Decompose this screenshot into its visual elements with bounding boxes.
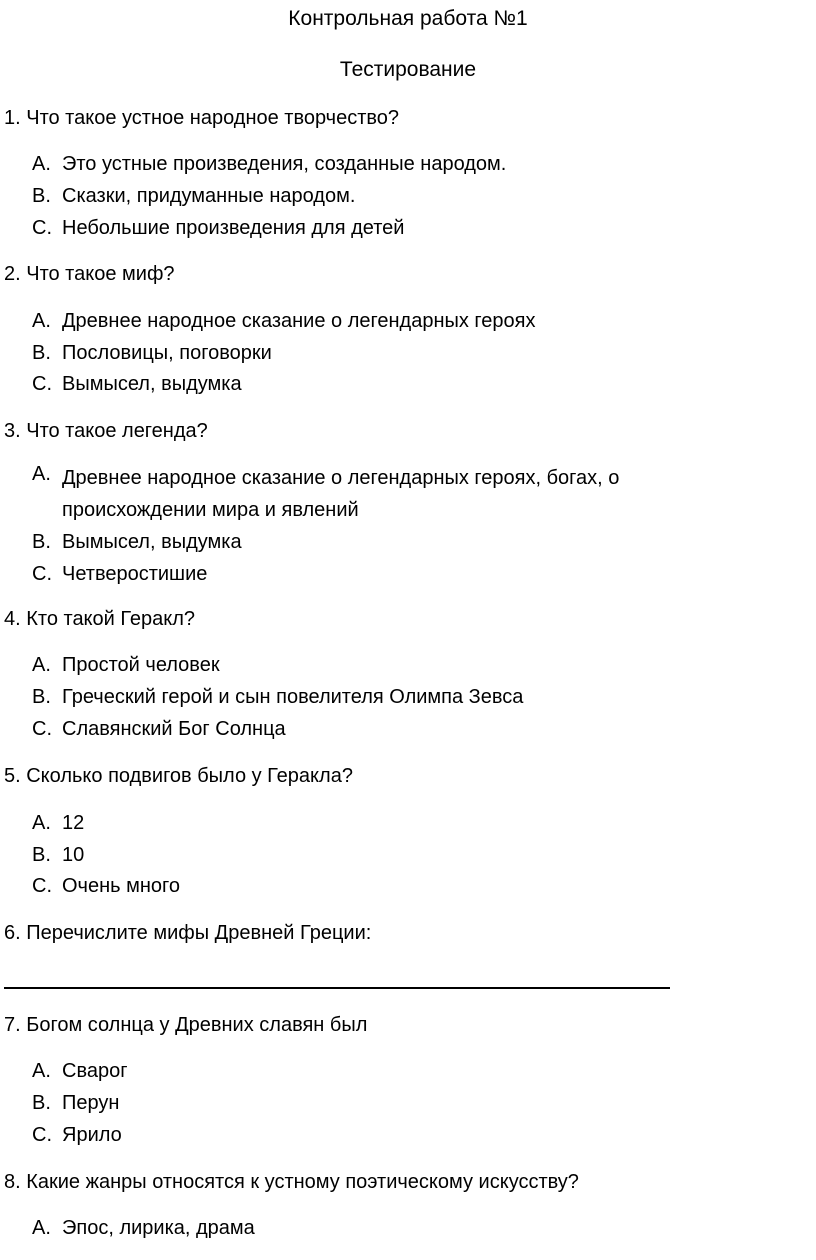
option-letter: A.	[32, 1060, 51, 1082]
option-text: Сварог	[62, 1060, 128, 1082]
option-text: Древнее народное сказание о легендарных героях	[62, 310, 536, 332]
question-8-option-a	[32, 1216, 255, 1240]
option-text: 10	[62, 844, 85, 866]
option-text: Пословицы, поговорки	[62, 342, 272, 364]
option-letter: B.	[32, 185, 51, 207]
question-2-option-c	[32, 372, 242, 396]
option-letter: B.	[32, 342, 51, 364]
option-letter: A.	[32, 153, 51, 175]
option-letter: A.	[32, 463, 51, 485]
question-3: 3. Что такое легенда?	[4, 420, 208, 442]
option-letter: B.	[32, 844, 51, 866]
question-5-option-b	[32, 843, 84, 867]
option-letter: C.	[32, 217, 52, 239]
question-4: 4. Кто такой Геракл?	[4, 608, 196, 630]
question-7: 7. Богом солнца у Древних славян был	[4, 1014, 368, 1036]
question-3-option-c	[32, 562, 207, 586]
option-text: Древнее народное сказание о легендарных героях, богах, о происхождении мира и явлений	[62, 467, 620, 521]
question-2-option-a	[32, 309, 535, 333]
question-3-option-a	[32, 462, 712, 526]
option-text: Сказки, придуманные народом.	[62, 185, 356, 207]
option-text: Греческий герой и сын повелителя Олимпа Зевса	[62, 686, 524, 708]
question-7-option-b	[32, 1091, 119, 1115]
question-5-option-a	[32, 811, 84, 835]
option-letter: B.	[32, 686, 51, 708]
question-1-option-b	[32, 184, 355, 208]
question-1-option-a	[32, 152, 506, 176]
option-text: Вымысел, выдумка	[62, 531, 242, 553]
page-title: Контрольная работа №1	[288, 7, 528, 30]
option-text: Очень много	[62, 875, 181, 897]
question-6: 6. Перечислите мифы Древней Греции:	[4, 922, 372, 944]
option-text: Эпос, лирика, драма	[62, 1217, 255, 1239]
option-text: Вымысел, выдумка	[62, 373, 242, 395]
option-letter: A.	[32, 1217, 51, 1239]
option-letter: C.	[32, 1124, 52, 1146]
question-2-option-b	[32, 341, 272, 365]
answer-line	[4, 987, 670, 989]
option-text: Перун	[62, 1092, 120, 1114]
question-1: 1. Что такое устное народное творчество?	[4, 107, 400, 129]
question-5: 5. Сколько подвигов было у Геракла?	[4, 765, 353, 787]
page-subtitle: Тестирование	[339, 58, 477, 81]
question-7-option-c	[32, 1123, 122, 1147]
option-letter: C.	[32, 875, 52, 897]
option-text: Простой человек	[62, 654, 220, 676]
option-letter: A.	[32, 310, 51, 332]
option-text: Ярило	[62, 1124, 122, 1146]
question-2: 2. Что такое миф?	[4, 263, 175, 285]
question-4-option-c	[32, 717, 286, 741]
question-4-option-b	[32, 685, 523, 709]
question-7-option-a	[32, 1059, 128, 1083]
option-text: Четверостишие	[62, 563, 208, 585]
option-letter: C.	[32, 373, 52, 395]
option-letter: C.	[32, 718, 52, 740]
question-8: 8. Какие жанры относятся к устному поэтическому искусству?	[4, 1171, 579, 1193]
option-text: Это устные произведения, созданные народом.	[62, 153, 507, 175]
question-4-option-a	[32, 653, 220, 677]
option-letter: B.	[32, 531, 51, 553]
option-letter: B.	[32, 1092, 51, 1114]
option-letter: A.	[32, 812, 51, 834]
option-text: Славянский Бог Солнца	[62, 718, 286, 740]
question-5-option-c	[32, 874, 180, 898]
option-text: Небольшие произведения для детей	[62, 217, 405, 239]
option-letter: C.	[32, 563, 52, 585]
question-1-option-c	[32, 216, 404, 240]
question-3-option-b	[32, 530, 242, 554]
option-letter: A.	[32, 654, 51, 676]
option-text: 12	[62, 812, 85, 834]
